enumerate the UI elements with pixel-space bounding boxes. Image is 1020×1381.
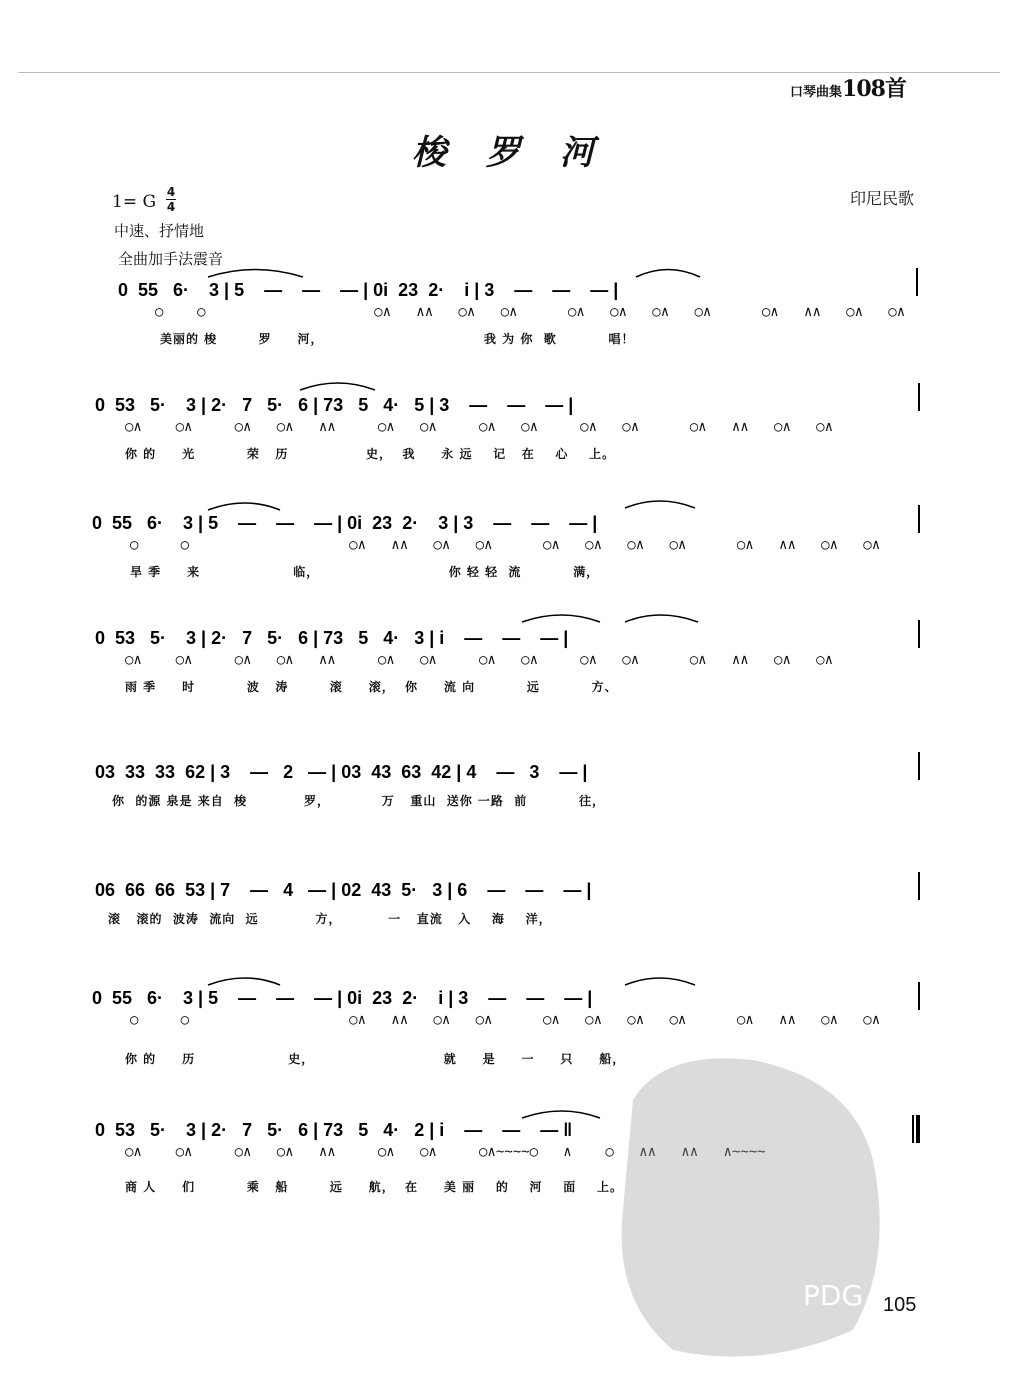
notes-line: 0 55 6· 3 | 5 — — — | 0i 23 2· i | 3 — — — | [118,280,619,300]
time-signature-bottom: 4 [166,200,176,214]
breath-line: ○ ○ ○∧ ∧∧ ○∧ ○∧ ○∧ ○∧ ○∧ ○∧ ○∧ ∧∧ ○∧ ○∧ [130,537,881,553]
barline [918,505,920,533]
tempo-marking: 中速、抒情地 [114,222,205,240]
slur-mark [625,978,695,985]
slur-mark [522,1111,600,1118]
barline [918,752,920,780]
barline [918,982,920,1010]
book-label-small: 口琴曲集 [790,85,843,100]
lyrics-line: 你 的源 泉是 来自 梭 罗， 万 重山 送你 一路 前 往， [112,794,605,808]
notes-line: 03 33 33 62 | 3 — 2 — | 03 43 63 42 | 4 — 3 — | [95,762,588,782]
song-origin: 印尼民歌 [850,189,915,208]
slur-mark [208,503,280,510]
watermark-stamp [603,1040,898,1370]
lyrics-line: 商 人 们 乘 船 远 航， 在 美 丽 的 河 面 上。 [125,1180,623,1194]
notes-line: 0 55 6· 3 | 5 — — — | 0i 23 2· 3 | 3 — — — | [92,513,598,533]
notes-line: 0 53 5· 3 | 2· 7 5· 6 | 73 5 4· 3 | i — — — | [95,628,569,648]
breath-line: ○ ○ ○∧ ∧∧ ○∧ ○∧ ○∧ ○∧ ○∧ ○∧ ○∧ ∧∧ ○∧ ○∧ [130,1012,881,1028]
lyrics-line: 雨 季 时 波 涛 滚 滚， 你 流 向 远 方、 [125,680,618,694]
notes-line: 0 53 5· 3 | 2· 7 5· 6 | 73 5 4· 2 | i — — — ‖ [95,1120,573,1140]
final-barline-thick [916,1115,920,1143]
page-number: 105 [883,1294,917,1316]
key-signature: 1= G [112,192,157,212]
breath-line: ○∧ ○∧ ○∧ ○∧ ∧∧ ○∧ ○∧ ○∧ ○∧ ○∧ ○∧ ○∧ ∧∧ ○∧ ○∧ [125,419,834,435]
technique-marking: 全曲加手法震音 [118,250,224,268]
slur-mark [625,615,698,622]
final-barline-thin [912,1115,914,1143]
barline [918,872,920,900]
notes-line: 0 55 6· 3 | 5 — — — | 0i 23 2· i | 3 — — — | [92,988,593,1008]
breath-line: ○ ○ ○∧ ∧∧ ○∧ ○∧ ○∧ ○∧ ○∧ ○∧ ○∧ ∧∧ ○∧ ○∧ [155,304,906,320]
slur-mark [625,501,695,508]
slur-mark [208,978,280,985]
lyrics-line: 滚 滚的 波涛 流向 远 方， 一 直流 入 海 洋， [108,912,552,926]
slur-mark [522,615,600,622]
breath-line: ○∧ ○∧ ○∧ ○∧ ∧∧ ○∧ ○∧ ○∧ ○∧ ○∧ ○∧ ○∧ ∧∧ ○∧ ○∧ [125,652,834,668]
breath-line: ○∧ ○∧ ○∧ ○∧ ∧∧ ○∧ ○∧ ○∧~~~~○ ∧ ○ ∧∧ ∧∧ ∧~~~~ [125,1144,766,1160]
book-label-big: 108首 [842,76,906,102]
song-title: 梭 罗 河 [412,133,608,173]
lyrics-line: 旱 季 来 临， 你 轻 轻 流 满， [130,565,600,579]
notes-line: 0 53 5· 3 | 2· 7 5· 6 | 73 5 4· 5 | 3 — — — | [95,395,574,415]
lyrics-line: 你 的 光 荣 历 史， 我 永 远 记 在 心 上。 [125,447,616,461]
notes-line: 06 66 66 53 | 7 — 4 — | 02 43 5· 3 | 6 — — — | [95,880,592,900]
lyrics-line: 美丽的 梭 罗 河， 我 为 你 歌 唱！ [160,332,635,346]
time-signature [166,186,176,213]
lyrics-line: 你 的 历 史， 就 是 一 只 船， [125,1052,626,1066]
book-label [790,72,906,103]
slur-mark [300,383,375,390]
barline [918,383,920,411]
watermark-text: PDG [803,1279,864,1312]
slur-mark [636,270,700,278]
slur-mark [208,270,303,278]
barline [918,620,920,648]
barline [916,268,918,296]
time-signature-top: 4 [166,185,176,199]
